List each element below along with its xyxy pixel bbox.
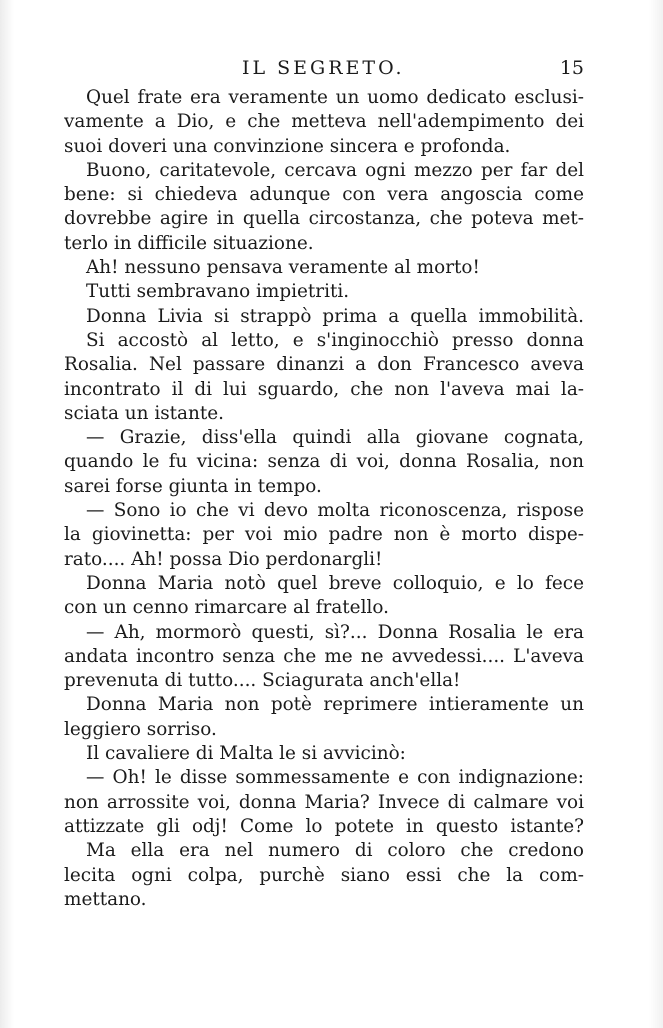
text-line: vamente a Dio, e che metteva nell'adempimento dei — [64, 111, 584, 133]
text-line: prevenuta di tutto.... Sciagurata anch'ella! — [64, 670, 461, 692]
text-line: — Grazie, diss'ella quindi alla giovane cognata, — [86, 427, 584, 449]
text-line: dovrebbe agire in quella circostanza, che poteva met- — [64, 208, 584, 230]
text-line: con un cenno rimarcare al fratello. — [64, 597, 389, 619]
text-line: Donna Maria notò quel breve colloquio, e lo fece — [86, 572, 584, 594]
body-text — [64, 86, 584, 912]
text-line: terlo in difficile situazione. — [64, 232, 314, 254]
text-line: Buono, caritatevole, cercava ogni mezzo per far del — [86, 159, 584, 181]
text-line: la giovinetta: per voi mio padre non è morto dispe- — [64, 524, 584, 546]
text-line: Ma ella era nel numero di coloro che credono — [86, 840, 584, 862]
text-line: leggiero sorriso. — [64, 718, 217, 740]
running-head — [64, 57, 584, 85]
text-line: lecita ogni colpa, purchè siano essi che la com- — [64, 864, 584, 886]
text-line: Si accostò al letto, e s'inginocchiò presso donna — [86, 329, 584, 351]
text-line: mettano. — [64, 888, 147, 910]
text-line: suoi doveri una convinzione sincera e profonda. — [64, 135, 511, 157]
text-line: — Sono io che vi devo molta riconoscenza, rispose — [86, 500, 584, 522]
text-line: Quel frate era veramente un uomo dedicato esclusi- — [86, 87, 584, 108]
text-line: Donna Maria non potè reprimere intieramente un — [86, 694, 584, 716]
text-line: andata incontro senza che me ne avvedessi.... L'aveva — [64, 645, 584, 667]
text-line: Donna Livia si strappò prima a quella immobilità. — [86, 305, 584, 327]
text-line: — Oh! le disse sommessamente e con indignazione: — [86, 767, 584, 789]
text-line: Tutti sembravano impietriti. — [86, 281, 350, 303]
text-line: attizzate gli odj! Come lo potete in questo istante? — [64, 815, 584, 837]
text-line: non arrossite voi, donna Maria? Invece di calmare voi — [64, 791, 584, 813]
text-line: quando le fu vicina: senza di voi, donna Rosalia, non — [64, 451, 584, 473]
page-number: 15 — [559, 57, 584, 79]
text-line: sciata un istante. — [64, 402, 224, 424]
text-line: incontrato il di lui sguardo, che non l'aveva mai la- — [64, 378, 584, 400]
text-line: sarei forse giunta in tempo. — [64, 475, 322, 497]
text-line: bene: si chiedeva adunque con vera angoscia come — [64, 184, 584, 206]
running-title: IL SEGRETO. — [242, 57, 405, 79]
text-line: Rosalia. Nel passare dinanzi a don Francesco aveva — [64, 354, 584, 376]
text-line: Ah! nessuno pensava veramente al morto! — [86, 257, 480, 279]
text-line: Il cavaliere di Malta le si avvicinò: — [86, 743, 406, 765]
text-line: — Ah, mormorò questi, sì?... Donna Rosalia le era — [86, 621, 584, 643]
text-line: rato.... Ah! possa Dio perdonargli! — [64, 548, 383, 570]
